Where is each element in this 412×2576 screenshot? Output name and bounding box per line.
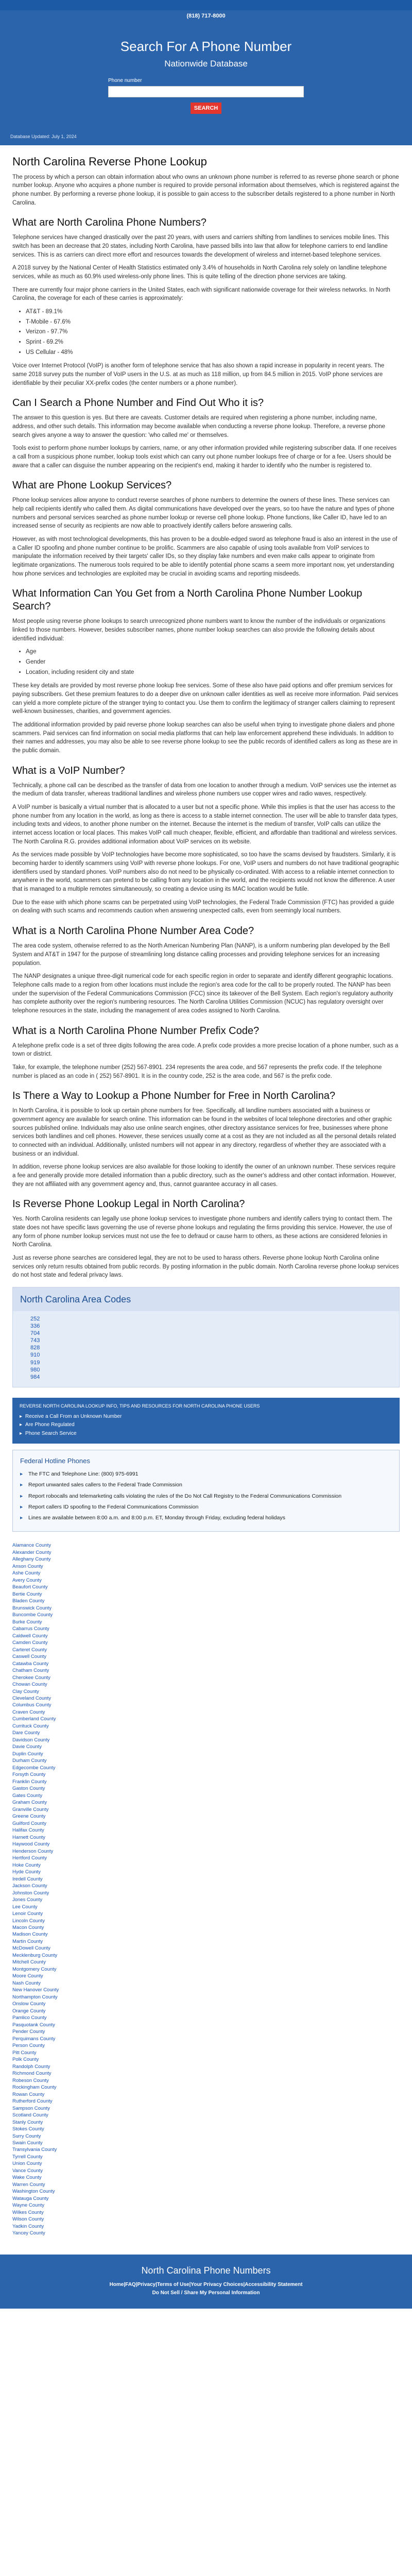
area-code-link[interactable]: 704: [30, 1330, 40, 1337]
header-phone[interactable]: (818) 717-8000: [186, 13, 226, 19]
do-not-sell-link[interactable]: Do Not Sell / Share My Personal Information: [152, 2290, 260, 2296]
county-link[interactable]: Cumberland County: [12, 1716, 56, 1722]
county-link[interactable]: Harnett County: [12, 1834, 45, 1840]
county-link[interactable]: Transylvania County: [12, 2147, 57, 2153]
county-link[interactable]: Yancey County: [12, 2230, 45, 2236]
county-link[interactable]: Wilkes County: [12, 2209, 44, 2215]
bullet-item: • Verizon - 97.7%: [26, 328, 400, 336]
section-heading: North Carolina Reverse Phone Lookup: [12, 155, 207, 168]
footer-links[interactable]: Home|FAQ|Privacy|Terms of Use|Your Privacy Choices|Accessibility Statement: [109, 2281, 303, 2287]
county-link[interactable]: Rowan County: [12, 2091, 45, 2097]
section-paragraph: As the services made possible by VoIP technologies have become more sophisticated, so too have the scams devised by fraudsters. Similarly, it is becoming harder to identify scammers using VoIP with reverse phone lookups. For one, VoIP users and numbers do not have traditional geographic identifiers used by standard phones. VoIP numbers also do not need to be physically co-ordinated. With access to a reliable internet connection to anywhere in the world, scammers can pretend to be calling from any location in the world, and the recipients would not know the difference. A user that is managed to a multiple remotes simultaneously, so creating a device using its MAC location would be futile.: [12, 852, 399, 893]
section-paragraph: A VoIP number is basically a virtual number that is allocated to a user but not a specific phone. While this implies is that the user has access to the phone number from any location in the world, as long as there is access to a stable internet connection. The user will be able to transfer data types, including texts and videos, to another phone number on the internet. Because the internet is the medium of transfer, VoIP calls can utilize the internet access location or local places. This makes VoIP call much cheaper, flexible, efficient, and affordable than traditional and wireless services. The North Carolina R.G. provides additional information about VoIP services on its website.: [12, 804, 398, 845]
hero-title: Search For A Phone Number: [120, 39, 292, 54]
county-link[interactable]: Henderson County: [12, 1848, 54, 1854]
county-link[interactable]: Onslow County: [12, 2001, 46, 2007]
section-heading: What is a North Carolina Phone Number Prefix Code?: [12, 1025, 260, 1037]
county-link[interactable]: Craven County: [12, 1709, 45, 1715]
county-link[interactable]: Camden County: [12, 1640, 48, 1646]
federal-hotline-box: [12, 1450, 400, 1532]
section-paragraph: In North Carolina, it is possible to look up certain phone numbers for free. Specifically, all landline numbers associated with a business or government agency are available for search online. This information can be found in the websites of local telephone directories and other graphic sources published online. Individuals may also use online search engines, other directory assistance services for free, businesses where phone services both landlines and cell phones. However, these services usually come at a cost as they are not included as all the personal details related to connected with an individual. Additionally, unlisted numbers will not appear in any directory, regardless of whether they are associated with a business or an individual.: [12, 1108, 396, 1157]
section-paragraph: In addition, reverse phone lookup services are also available for those looking to identify the owner of an unknown number. These services require a fee and generally provide more detailed information than a public directory, such as the owner's address and other contact information. However, they are not affiliated with any government agency and, thus, cannot guarantee accuracy in all cases.: [12, 1164, 396, 1188]
section-paragraph: Voice over Internet Protocol (VoIP) is another form of telephone service that has also shown a rapid increase in popularity in recent years. The same 2018 survey puts the number of VoIP users in the U.S. at as much as 118 million, up from 84.5 million in 2015. VoIP phone services are identifiable by their peculiar XX-prefix codes (the center numbers or a phone number).: [12, 363, 385, 386]
section-heading: What is a VoIP Number?: [12, 765, 125, 776]
county-link[interactable]: Bertie County: [12, 1591, 42, 1597]
resource-link[interactable]: [20, 1421, 392, 1429]
county-link[interactable]: Northampton County: [12, 1994, 58, 2000]
section-paragraph: The additional information provided by paid reverse phone lookup searches can also be useful when trying to investigate phone dialers and phone scammers. Paid services can find information on social media platforms that can help law enforcement apprehend these individuals. In addition to their names and addresses, you may also be able to see reverse phone lookup to see the public records of identified callers as long as these are in the public domain.: [12, 722, 398, 754]
footer-title: North Carolina Phone Numbers: [141, 2265, 271, 2276]
section-paragraph: Take, for example, the telephone number (252) 567-8901. 234 represents the area code, and 567 represents the prefix code. If the telephone number is placed as an code in ( 252) 567-8901. It is in the country code, 252 is the area code, and 567 is the prefix code.: [12, 1064, 382, 1079]
county-link[interactable]: Macon County: [12, 1924, 44, 1930]
section-paragraph: These key details are provided by most reverse phone lookup free services. Some of these also have paid options and offer premium services for paying subscribers. Get these premium features to do a deeper dive on unknown caller identities as well as receive more information. Paid services can yield a more complete picture of the stranger trying to contact you. Use them to confirm the legitimacy of stranger callers claiming to represent well-known businesses, charities, and government agencies.: [12, 683, 399, 715]
search-button[interactable]: SEARCH: [191, 103, 221, 114]
area-code-link[interactable]: 919: [30, 1359, 40, 1366]
resources-heading: REVERSE NORTH CAROLINA LOOKUP INFO, TIPS AND RESOURCES FOR NORTH CAROLINA PHONE USERS: [20, 1403, 260, 1409]
county-link[interactable]: Duplin County: [12, 1751, 43, 1757]
bullet-list: [26, 648, 400, 676]
county-link[interactable]: Bladen County: [12, 1598, 45, 1604]
county-link[interactable]: Pitt County: [12, 2049, 37, 2056]
section-paragraph: A telephone prefix code is a set of three digits following the area code. A prefix code provides a more precise location of a phone number, such as a town or district.: [12, 1042, 399, 1058]
county-link[interactable]: Buncombe County: [12, 1612, 53, 1618]
county-link[interactable]: Nash County: [12, 1980, 41, 1986]
county-link[interactable]: Chatham County: [12, 1668, 49, 1674]
resource-link-label: Receive a Call From an Unknown Number: [25, 1413, 122, 1419]
bullet-list: [26, 308, 400, 357]
section-heading: Is There a Way to Lookup a Phone Number for Free in North Carolina?: [12, 1090, 335, 1102]
resource-link[interactable]: [20, 1413, 392, 1421]
county-link[interactable]: Lenoir County: [12, 1911, 43, 1917]
county-link[interactable]: Currituck County: [12, 1723, 49, 1729]
county-link[interactable]: Pender County: [12, 2029, 45, 2035]
county-link[interactable]: Mitchell County: [12, 1959, 46, 1965]
county-link[interactable]: Wayne County: [12, 2202, 44, 2209]
county-link[interactable]: Hoke County: [12, 1862, 41, 1868]
bullet-item: • Gender: [26, 658, 400, 667]
section-paragraph: Just as reverse phone searches are considered legal, they are not to be used to harass others. Reverse phone lookup North Carolina online services only return results obtained from public records. By posting information in the public domain. North Carolina reverse phone lookup services do not host state and federal privacy laws.: [12, 1255, 399, 1279]
county-link[interactable]: Wilson County: [12, 2216, 44, 2223]
section-paragraph: Most people using reverse phone lookups to search unrecognized phone numbers want to know the number of the individuals or organizations linked to those numbers. However, besides subscriber names, phone number lookup searches can also provide the following details about identified individual:: [12, 618, 386, 642]
county-link[interactable]: Beaufort County: [12, 1584, 48, 1590]
county-link[interactable]: Surry County: [12, 2133, 41, 2139]
arrow-icon: ▸: [20, 1430, 23, 1436]
top-bar: [0, 0, 412, 10]
federal-hotline-item[interactable]: ▸ The FTC and Telephone Line: (800) 975-6991: [20, 1470, 392, 1478]
county-link[interactable]: Cabarrus County: [12, 1626, 49, 1632]
federal-hotline-item[interactable]: ▸ Report robocalls and telemarketing calls violating the rules of the Do Not Call Registry to the Federal Communications Commission: [20, 1493, 392, 1500]
main-content: [0, 155, 412, 2237]
section-paragraph: The answer to this question is yes. But there are caveats. Customer details are required when registering a phone number, including name, address, and other such details. This information may become available when conducting a reverse phone lookup. Therefore, a reverse phone search gives anyone a way to answer the question: 'who called me' or themselves.: [12, 415, 385, 438]
area-code-link[interactable]: 252: [30, 1316, 40, 1323]
county-link[interactable]: Iredell County: [12, 1876, 43, 1882]
hero-header: [0, 10, 412, 145]
section-paragraph: There are currently four major phone carriers in the United States, each with significant nationwide coverage for their wireless networks. In North Carolina, the coverage for each of these carries is approximately:: [12, 286, 390, 302]
county-link[interactable]: Stanly County: [12, 2119, 43, 2125]
bullet-item: • Location, including resident city and state: [26, 668, 400, 677]
area-codes-panel: [12, 1287, 400, 1387]
county-links-list: [12, 1540, 400, 2236]
county-link[interactable]: Burke County: [12, 1619, 42, 1625]
county-link[interactable]: Haywood County: [12, 1841, 50, 1848]
federal-hotline-title: Federal Hotline Phones: [20, 1457, 90, 1465]
search-form: [108, 77, 304, 97]
database-updated-text: Database Updated: July 1, 2024: [10, 133, 77, 139]
county-link[interactable]: Rockingham County: [12, 2084, 57, 2091]
county-link[interactable]: Columbus County: [12, 1702, 52, 1708]
county-link[interactable]: Person County: [12, 2043, 45, 2049]
county-link[interactable]: Polk County: [12, 2057, 39, 2063]
arrow-icon: ▸: [20, 1413, 23, 1419]
county-link[interactable]: Caswell County: [12, 1654, 46, 1660]
county-link[interactable]: Jones County: [12, 1897, 43, 1903]
county-link[interactable]: Durham County: [12, 1758, 47, 1764]
county-link[interactable]: Warren County: [12, 2181, 45, 2188]
county-link[interactable]: Vance County: [12, 2167, 43, 2174]
resource-link-label: Phone Search Service: [25, 1430, 77, 1436]
county-link[interactable]: Alamance County: [12, 1543, 51, 1549]
page-footer: [0, 2255, 412, 2309]
county-link[interactable]: Cleveland County: [12, 1696, 51, 1701]
county-link[interactable]: Catawba County: [12, 1660, 49, 1667]
county-link[interactable]: Forsyth County: [12, 1772, 46, 1778]
section-paragraph: The area code system, otherwise referred to as the North American Numbering Plan (NANP), is a uniform numbering plan developed by the Bell System and AT&T in 1947 for the purpose of streamlining long distance calling processes and providing telephone services for an increasing population.: [12, 943, 390, 967]
county-link[interactable]: Washington County: [12, 2189, 55, 2195]
hero-subtitle: Nationwide Database: [164, 58, 248, 69]
area-codes-title: North Carolina Area Codes: [13, 1287, 399, 1311]
county-link[interactable]: Ashe County: [12, 1570, 41, 1577]
county-link[interactable]: Gaston County: [12, 1786, 45, 1792]
federal-hotline-item[interactable]: ▸ Report unwanted sales callers to the Federal Trade Commission: [20, 1481, 392, 1489]
county-link[interactable]: Chowan County: [12, 1682, 47, 1688]
section-heading: Is Reverse Phone Lookup Legal in North Carolina?: [12, 1198, 245, 1210]
section-paragraph: However, as with most technological developments, this has proven to be a double-edged sword as telephone fraud is also an interest in the use of a Caller ID spoofing and phone number continue to be prolific. Scammers are also capable of using tools available from VoIP services to manipulate the information received by their targets' caller IDs, so they display fake numbers and even make calls appear to originate from legitimate organizations. The numerous tools required to be able to identify potential phone scams a seem more important now, yet understanding how phone services and technologies are exploited may be crucial in avoiding scams and reporting misdeeds.: [12, 536, 398, 577]
bottom-spacer: [0, 2309, 412, 2463]
section-paragraph: Technically, a phone call can be described as the transfer of data from one location to another through a medium. VoIP services use the internet as the medium of data transfer, whereas traditional landlines and wireless phone numbers use copper wires and radio waves, respectively.: [12, 782, 397, 798]
area-code-link[interactable]: 980: [30, 1366, 40, 1373]
county-link[interactable]: Madison County: [12, 1931, 48, 1938]
county-link[interactable]: Lee County: [12, 1904, 38, 1910]
county-link[interactable]: Dare County: [12, 1730, 40, 1736]
phone-search-input[interactable]: [108, 86, 304, 97]
area-code-link[interactable]: 984: [30, 1374, 40, 1380]
resource-link-label: Are Phone Regulated: [25, 1422, 75, 1428]
county-link[interactable]: Anson County: [12, 1563, 43, 1569]
county-link[interactable]: Edgecombe County: [12, 1765, 56, 1771]
county-link[interactable]: Richmond County: [12, 2071, 52, 2077]
area-code-link[interactable]: 910: [30, 1352, 40, 1359]
section-paragraph: Tools exist to perform phone number lookups by carriers, name, or any other information provided while registering subscriber data. If one receives a call from a suspicious phone number, lookup tools exist which can carry out phone number lookups free of charge or for a fee. Users should be aware that a caller can disguise the number appearing on the recipient's end, making it harder to identify who the number is registered to.: [12, 445, 397, 469]
search-input-label: Phone number: [108, 78, 142, 84]
area-code-link[interactable]: 828: [30, 1345, 40, 1351]
county-link[interactable]: Alexander County: [12, 1549, 52, 1555]
area-code-link[interactable]: 336: [30, 1323, 40, 1330]
county-link[interactable]: Robeson County: [12, 2077, 49, 2083]
county-link[interactable]: New Hanover County: [12, 1987, 59, 1993]
bullet-item: • US Cellular - 48%: [26, 348, 400, 357]
county-link[interactable]: Greene County: [12, 1814, 46, 1820]
county-link[interactable]: Tyrrell County: [12, 2154, 43, 2160]
section-heading: What Information Can You Get from a North Carolina Phone Number Lookup Search?: [12, 588, 363, 613]
resources-links: [20, 1413, 392, 1438]
county-link[interactable]: Orange County: [12, 2008, 46, 2014]
county-link[interactable]: Davidson County: [12, 1737, 50, 1743]
resources-panel: [12, 1398, 400, 1444]
county-link[interactable]: Johnston County: [12, 1890, 49, 1896]
county-link[interactable]: Carteret County: [12, 1647, 47, 1653]
county-link[interactable]: Halifax County: [12, 1827, 44, 1834]
county-link[interactable]: Cherokee County: [12, 1674, 50, 1681]
county-link[interactable]: Yadkin County: [12, 2223, 44, 2229]
section-paragraph: Phone lookup services allow anyone to conduct reverse searches of phone numbers to determine the owners of these lines. These services can help call recipients identify who called them. As digital communications have developed over the years, so too have the nature and types of phone numbers and personal services searched as phone number lookup or reverse cell phone lookup. Phone functions, like Caller ID, have led to an increased sense of security as recipients are now able to proactively identify callers before answering calls.: [12, 497, 394, 530]
county-link[interactable]: Pamlico County: [12, 2015, 47, 2021]
section-paragraph: The process by which a person can obtain information about who owns an unknown phone number is referred to as reverse phone search or phone number lookup. Anyone who acquires a phone number is required to provide personal information about themselves, which is registered against the phone number. By performing a reverse phone lookup, it is possible to gain access to the subscriber details registered to a phone number in North Carolina.: [12, 174, 400, 206]
county-link[interactable]: Hertford County: [12, 1855, 47, 1861]
county-link[interactable]: Perquimans County: [12, 2036, 56, 2042]
county-link[interactable]: Moore County: [12, 1973, 43, 1979]
county-link[interactable]: Sampson County: [12, 2105, 50, 2111]
county-link[interactable]: Wake County: [12, 2175, 42, 2181]
county-link[interactable]: Stokes County: [12, 2126, 44, 2132]
bullet-item: • Age: [26, 648, 400, 656]
section-paragraph: Due to the ease with which phone scams can be perpetrated using VoIP technologies, the Federal Trade Commission (FTC) has provided a guide on dealing with such scams and recommends caution when answering unexpected calls, even from seemingly local numbers.: [12, 899, 394, 914]
county-link[interactable]: Gates County: [12, 1792, 43, 1799]
county-link[interactable]: Rutherford County: [12, 2098, 53, 2105]
area-code-link[interactable]: 743: [30, 1337, 40, 1344]
county-link[interactable]: Avery County: [12, 1577, 42, 1583]
section-heading: What is a North Carolina Phone Number Area Code?: [12, 925, 254, 937]
federal-hotline-item[interactable]: ▸ Report callers ID spoofing to the Federal Communications Commission: [20, 1503, 392, 1511]
county-link[interactable]: Guilford County: [12, 1820, 47, 1826]
county-link[interactable]: Pasquotank County: [12, 2022, 55, 2028]
county-link[interactable]: Martin County: [12, 1938, 43, 1944]
area-codes-list: [13, 1311, 399, 1387]
county-link[interactable]: Lincoln County: [12, 1918, 45, 1924]
resource-link[interactable]: [20, 1430, 392, 1438]
county-link[interactable]: Randolph County: [12, 2063, 50, 2070]
county-link[interactable]: Davie County: [12, 1744, 42, 1750]
section-heading: What are Phone Lookup Services?: [12, 480, 172, 492]
county-link[interactable]: Montgomery County: [12, 1966, 57, 1972]
section-paragraph: The NANP designates a unique three-digit numerical code for each specific region in order to separate and identify different geographic locations. Telephone calls made to a region from other locations must include the region's area code for the call to be properly routed. The NANP has been under the supervision of the Federal Communications Commission (FCC) since its takeover of the Bell System. Each region's regulatory authority has complete authority over the region's numbering resources. The North Carolina Utilities Commission (NCUC) has regulatory oversight over telephone resources in the state, including the management of area codes assigned to North Carolina.: [12, 973, 393, 1014]
county-link[interactable]: Graham County: [12, 1800, 47, 1806]
section-heading: What are North Carolina Phone Numbers?: [12, 217, 207, 229]
county-link[interactable]: Union County: [12, 2161, 42, 2167]
county-link[interactable]: Jackson County: [12, 1883, 47, 1889]
bullet-item: • AT&T - 89.1%: [26, 308, 400, 316]
bullet-item: • Sprint - 69.2%: [26, 338, 400, 347]
county-link[interactable]: Alleghany County: [12, 1556, 51, 1563]
county-link[interactable]: Swain County: [12, 2140, 43, 2146]
county-link[interactable]: Watauga County: [12, 2195, 49, 2201]
section-paragraph: A 2018 survey by the National Center of Health Statistics estimated only 3.4% of households in North Carolina rely solely on landline telephone services, while as much as 60.9% used wireless-only phone lines. This is quite telling of the direction phone services are taking.: [12, 265, 387, 280]
county-link[interactable]: Franklin County: [12, 1778, 47, 1785]
county-link[interactable]: McDowell County: [12, 1945, 50, 1952]
section-paragraph: Telephone services have changed drastically over the past 20 years, with users and carriers shifting from landlines to services mobile lines. This switch has been an decrease that 20 states, including North Carolina, have passed bills into law that allow for telephone carriers to end landline services. This is as carriers can direct more effort and resources towards the development of wireless and internet-based telephone services.: [12, 234, 389, 258]
county-link[interactable]: Caldwell County: [12, 1633, 48, 1639]
bullet-item: • T-Mobile - 67.6%: [26, 318, 400, 327]
county-link[interactable]: Granville County: [12, 1806, 49, 1812]
county-link[interactable]: Scotland County: [12, 2112, 48, 2119]
county-link[interactable]: Mecklenburg County: [12, 1952, 58, 1958]
county-link[interactable]: Brunswick County: [12, 1605, 52, 1611]
section-paragraph: Yes. North Carolina residents can legally use phone lookup services to investigate phone numbers and identify callers trying to contact them. The state does not have specific laws governing the use of reverse phone lookups and regulating the firms providing this service. However, the use of any form of phone number lookup services must not use the fee to defraud or cause harm to others, as these actions are considered felonies in North Carolina.: [12, 1216, 392, 1248]
section-heading: Can I Search a Phone Number and Find Out Who it is?: [12, 397, 264, 409]
county-link[interactable]: Clay County: [12, 1688, 39, 1694]
county-link[interactable]: Hyde County: [12, 1869, 41, 1875]
arrow-icon: ▸: [20, 1422, 23, 1428]
federal-hotline-item[interactable]: ▸ Lines are available between 8:00 a.m. and 8:00 p.m. ET, Monday through Friday, excluding federal holidays: [20, 1514, 392, 1522]
